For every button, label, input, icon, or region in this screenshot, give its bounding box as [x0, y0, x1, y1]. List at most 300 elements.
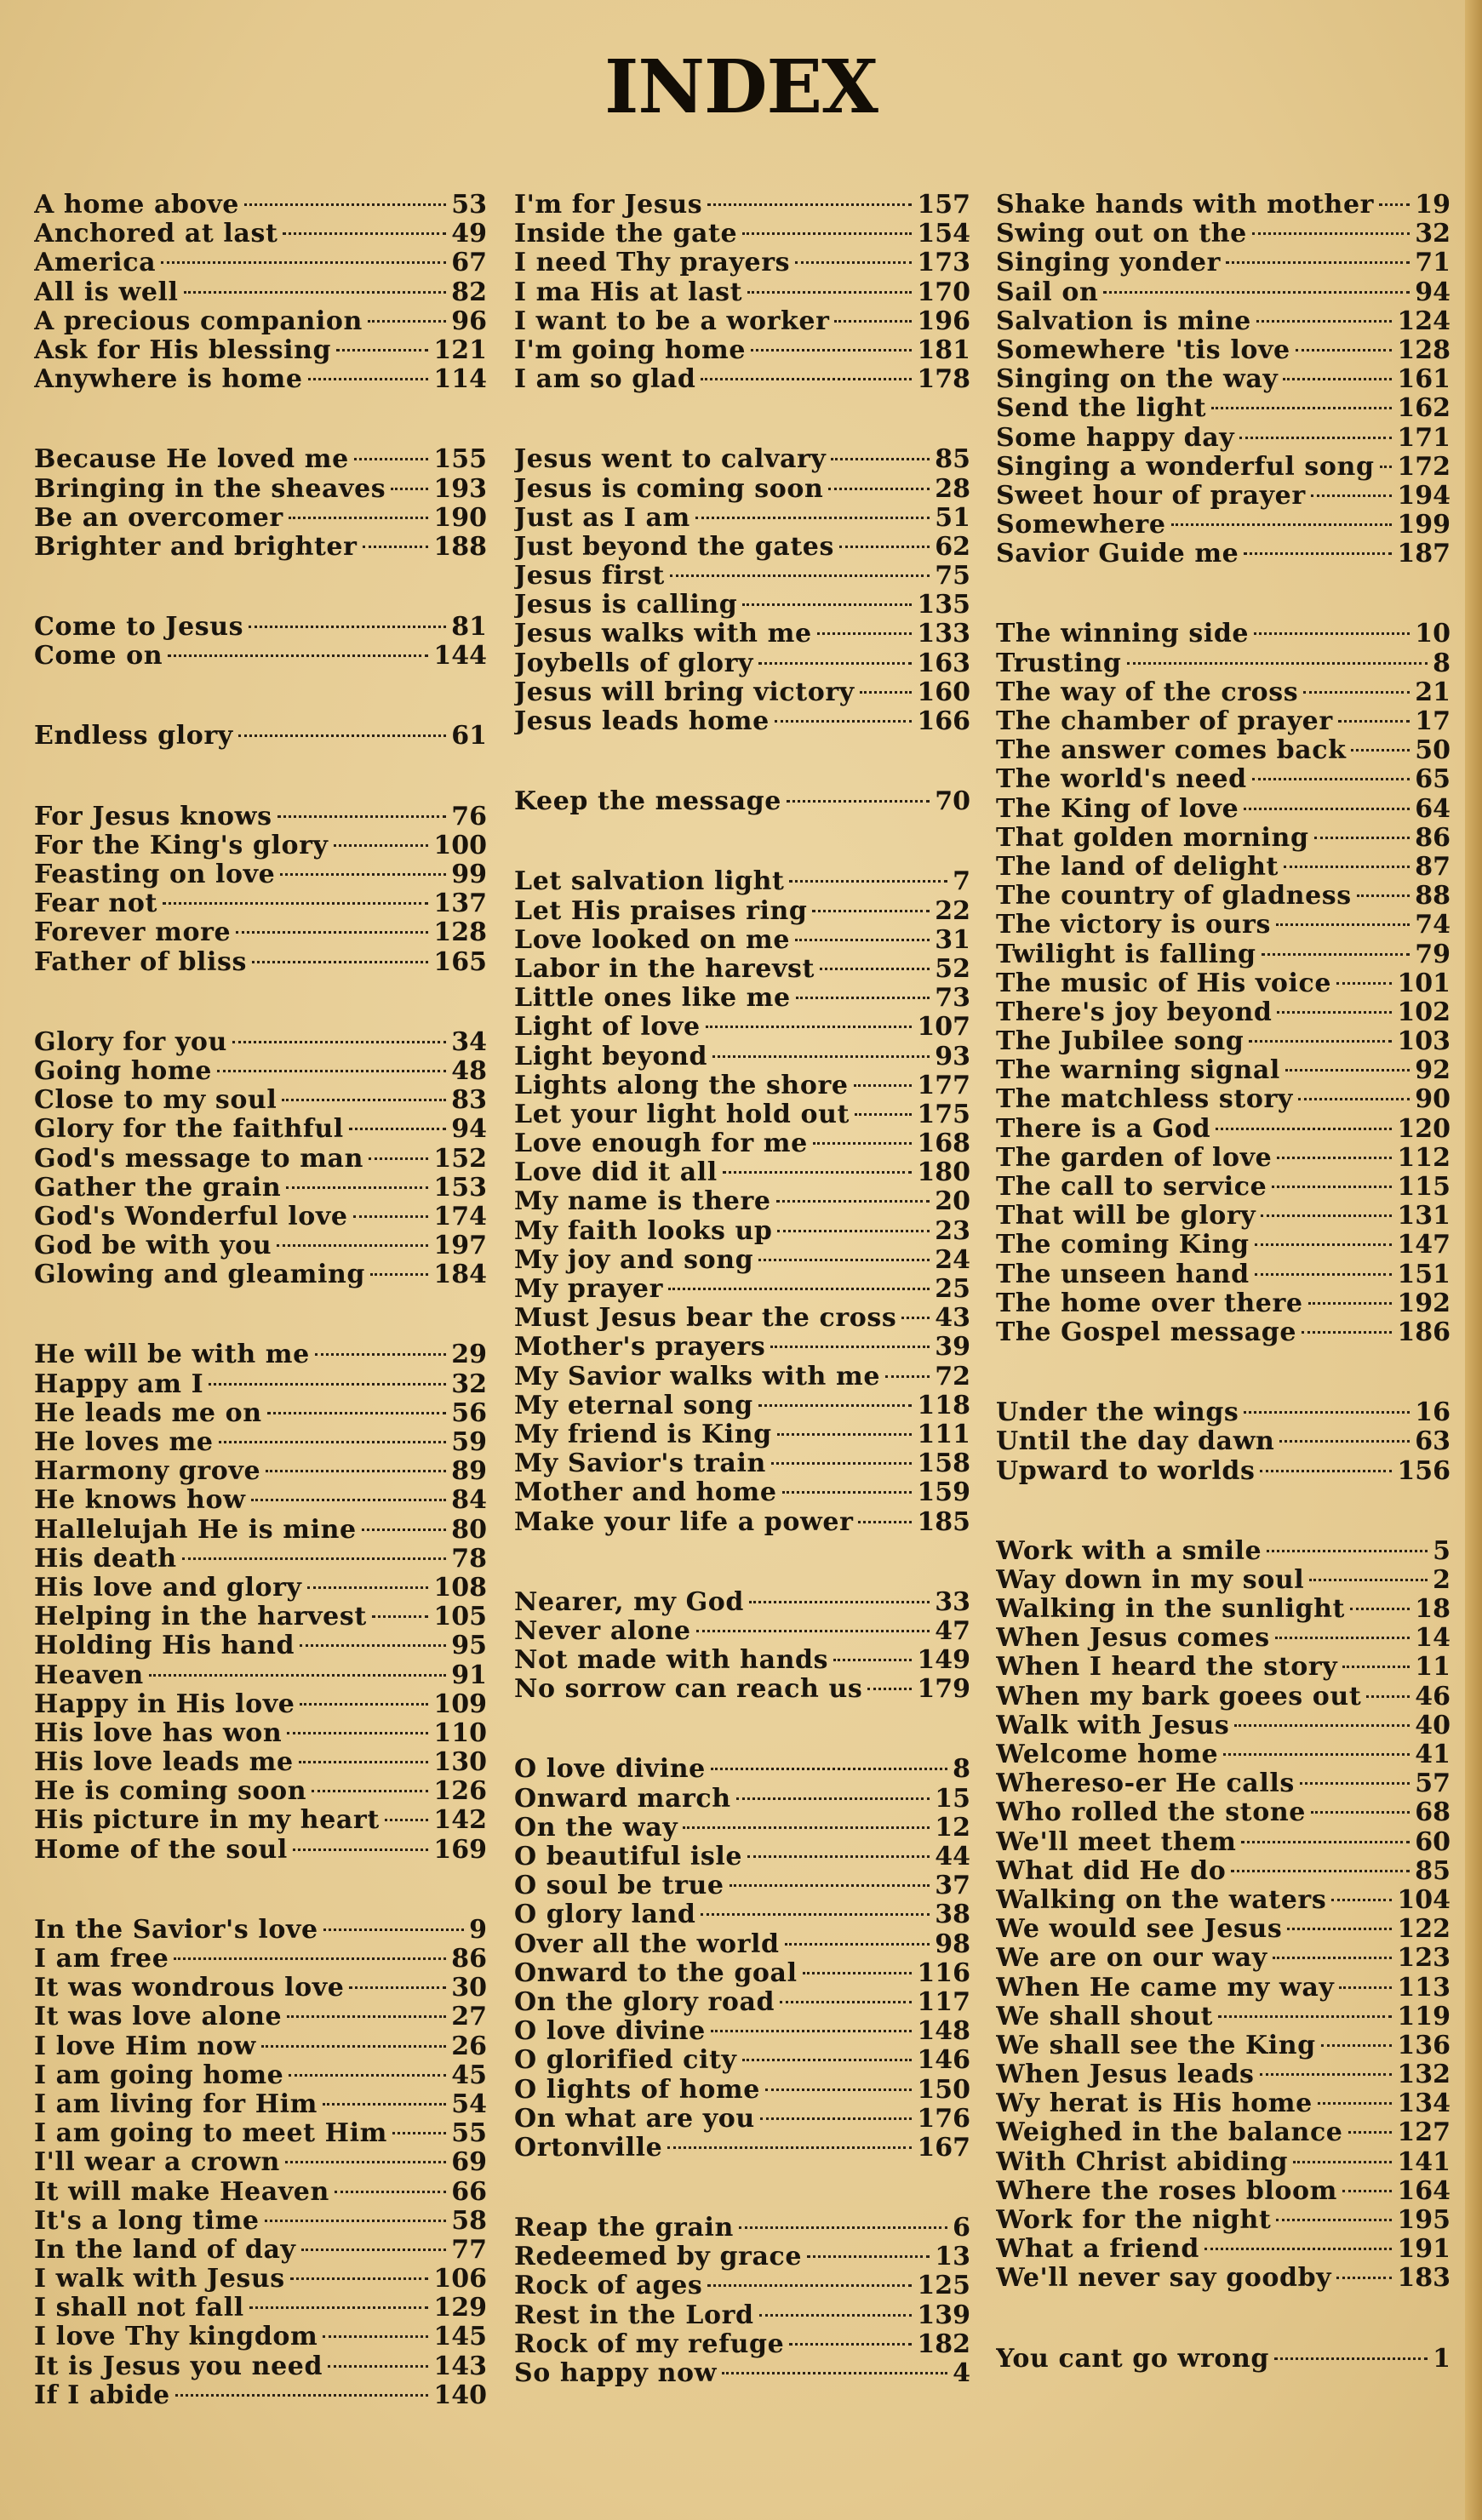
entry-page-number: 22: [935, 896, 970, 926]
dot-leader: [277, 1244, 428, 1247]
entry-title: The answer comes back: [996, 736, 1347, 766]
entry-page-number: 195: [1397, 2206, 1451, 2235]
entry-page-number: 24: [935, 1245, 970, 1275]
entry-title: No sorrow can reach us: [514, 1675, 863, 1705]
entry-page-number: 162: [1397, 394, 1451, 424]
dot-leader: [885, 1375, 930, 1378]
index-entry: [34, 1231, 487, 1260]
entry-title: Lights along the shore: [514, 1071, 849, 1100]
entry-title: His death: [34, 1544, 177, 1574]
index-entry: [34, 1516, 487, 1545]
entry-page-number: 98: [935, 1929, 970, 1959]
entry-title: On what are you: [514, 2104, 755, 2134]
entry-page-number: 79: [1415, 940, 1451, 969]
entry-page-number: 126: [433, 1777, 487, 1807]
entry-page-number: 129: [433, 2294, 487, 2323]
index-entry: [996, 220, 1451, 249]
entry-title: Love looked on me: [514, 925, 791, 955]
entry-title: Must Jesus bear the cross: [514, 1304, 897, 1334]
entry-page-number: 130: [433, 1748, 487, 1778]
entry-title: The Jubilee song: [996, 1027, 1245, 1057]
dot-leader: [1276, 923, 1410, 926]
dot-leader: [1274, 2357, 1428, 2360]
index-entry: [34, 1086, 487, 1115]
entry-title: I ma His at last: [514, 277, 743, 307]
dot-leader: [777, 1230, 930, 1232]
index-entry: [996, 2206, 1451, 2235]
entry-title: O beautiful isle: [514, 1843, 743, 1871]
entry-page-number: 158: [917, 1449, 970, 1479]
index-entry: [514, 1043, 970, 1071]
dot-leader: [385, 1819, 429, 1821]
index-entry: [996, 736, 1451, 765]
entry-page-number: 194: [1397, 481, 1451, 511]
index-entry: [996, 2264, 1451, 2293]
entry-title: God's Wonderful love: [34, 1202, 348, 1231]
index-entry: [34, 307, 487, 336]
index-entry: [996, 824, 1451, 853]
dot-leader: [860, 691, 913, 694]
entry-title: That golden morning: [996, 823, 1309, 853]
entry-page-number: 51: [935, 503, 970, 533]
index-entry: [996, 1289, 1451, 1318]
entry-title: Going home: [34, 1056, 212, 1086]
dot-leader: [712, 1055, 930, 1058]
index-entry: [514, 475, 970, 504]
entry-page-number: 119: [1397, 2002, 1451, 2031]
index-entry: [996, 940, 1451, 969]
entry-title: Glowing and gleaming: [34, 1260, 365, 1290]
dot-leader: [1226, 261, 1410, 264]
index-entry: [996, 1944, 1451, 1973]
entry-page-number: 30: [451, 1974, 487, 2003]
dot-leader: [758, 1259, 930, 1261]
entry-page-number: 32: [1415, 220, 1451, 249]
entry-page-number: 100: [433, 831, 487, 860]
dot-leader: [707, 203, 912, 206]
dot-leader: [1254, 632, 1410, 635]
index-entry: [514, 307, 970, 336]
index-entry: [996, 2089, 1451, 2118]
entry-title: The call to service: [996, 1173, 1267, 1202]
entry-page-number: 118: [917, 1391, 970, 1420]
entry-page-number: 43: [935, 1304, 970, 1334]
dot-leader: [1311, 494, 1393, 497]
index-entry: [514, 1013, 970, 1042]
entry-page-number: 105: [433, 1603, 487, 1632]
entry-title: Endless glory: [34, 722, 233, 751]
index-entry: [996, 482, 1451, 511]
entry-page-number: 9: [469, 1915, 487, 1945]
entry-title: He will be with me: [34, 1340, 310, 1370]
index-entry: [34, 1719, 487, 1748]
entry-title: I am so glad: [514, 365, 696, 395]
entry-title: He leads me on: [34, 1398, 262, 1428]
dot-leader: [236, 931, 428, 934]
dot-leader: [335, 2191, 446, 2193]
entry-title: The country of gladness: [996, 882, 1352, 911]
index-entry: [34, 1145, 487, 1174]
index-entry: [34, 613, 487, 642]
entry-title: Anywhere is home: [34, 365, 303, 395]
entry-page-number: 122: [1397, 1915, 1451, 1945]
entry-page-number: 25: [935, 1275, 970, 1304]
entry-page-number: 104: [1397, 1885, 1451, 1915]
index-entry: [514, 2243, 970, 2271]
dot-leader: [901, 1317, 930, 1319]
entry-title: His love has won: [34, 1718, 283, 1748]
entry-page-number: 86: [451, 1945, 487, 1974]
entry-title: O love divine: [514, 2017, 706, 2047]
entry-page-number: 142: [433, 1806, 487, 1836]
entry-title: The way of the cross: [996, 677, 1299, 707]
dot-leader: [265, 2220, 447, 2222]
dot-leader: [785, 1943, 930, 1946]
dot-leader: [1308, 1302, 1393, 1305]
entry-page-number: 159: [917, 1478, 970, 1508]
dot-leader: [775, 720, 913, 723]
index-entry: [996, 278, 1451, 307]
entry-page-number: 80: [451, 1515, 487, 1545]
index-entry: [34, 889, 487, 918]
entry-title: My joy and song: [514, 1245, 754, 1275]
index-entry: [514, 336, 970, 365]
entry-title: It was wondrous love: [34, 1974, 345, 2003]
entry-page-number: 85: [1415, 1856, 1451, 1886]
dot-leader: [747, 1855, 930, 1858]
index-entry: [514, 1158, 970, 1187]
entry-title: Rock of ages: [514, 2271, 703, 2301]
index-entry: [514, 1129, 970, 1158]
entry-title: The King of love: [996, 794, 1239, 824]
entry-page-number: 37: [935, 1871, 970, 1901]
index-entry: [514, 1391, 970, 1420]
index-entry: [514, 1646, 970, 1675]
dot-leader: [828, 488, 930, 490]
entry-title: Weighed in the balance: [996, 2118, 1343, 2148]
entry-title: Whereso-er He calls: [996, 1769, 1295, 1799]
index-entry: [34, 2178, 487, 2207]
entry-title: What a friend: [996, 2235, 1199, 2265]
entry-title: Forever more: [34, 918, 232, 948]
dot-leader: [1277, 1157, 1392, 1159]
index-entry: [996, 678, 1451, 707]
index-entry: [34, 1836, 487, 1865]
dot-leader: [813, 1142, 913, 1145]
index-entry: [34, 278, 487, 307]
entry-page-number: 49: [451, 220, 487, 249]
entry-title: O soul be true: [514, 1871, 724, 1901]
index-entry: [514, 707, 970, 736]
dot-leader: [1277, 1011, 1392, 1014]
index-entry: [996, 1857, 1451, 1886]
dot-leader: [1255, 1243, 1393, 1246]
dot-leader: [161, 261, 446, 264]
index-entry: [996, 453, 1451, 482]
entry-page-number: 106: [433, 2265, 487, 2294]
entry-page-number: 180: [917, 1158, 970, 1188]
dot-leader: [795, 261, 912, 264]
index-entry: [34, 2061, 487, 2090]
entry-page-number: 199: [1397, 511, 1451, 540]
entry-title: The land of delight: [996, 852, 1279, 882]
dot-leader: [670, 574, 930, 577]
entry-page-number: 72: [935, 1362, 970, 1391]
entry-title: Light of love: [514, 1013, 701, 1043]
index-entry: [34, 2003, 487, 2031]
dot-leader: [1275, 1637, 1410, 1639]
entry-page-number: 76: [451, 802, 487, 831]
dot-leader: [1379, 203, 1410, 206]
entry-page-number: 68: [1415, 1798, 1451, 1828]
group-spacer: [996, 569, 1451, 620]
dot-leader: [285, 2161, 446, 2163]
entry-title: Work for the night: [996, 2206, 1272, 2235]
dot-leader: [1321, 2044, 1393, 2047]
entry-title: Walking in the sunlight: [996, 1595, 1345, 1625]
entry-page-number: 66: [451, 2177, 487, 2207]
dot-leader: [368, 320, 446, 323]
index-entry: [514, 649, 970, 678]
index-entry: [34, 1631, 487, 1660]
index-entry: [34, 1057, 487, 1086]
entry-page-number: 95: [451, 1631, 487, 1661]
dot-leader: [1342, 1666, 1410, 1668]
dot-leader: [730, 1884, 930, 1887]
index-entry: [996, 1085, 1451, 1114]
index-entry: [34, 918, 487, 947]
dot-leader: [1309, 1579, 1428, 1581]
index-entry: [34, 365, 487, 394]
page-edge: [1465, 0, 1482, 2520]
entry-title: Onward to the goal: [514, 1958, 798, 1988]
entry-title: We'll meet them: [996, 1827, 1237, 1857]
dot-leader: [1244, 808, 1410, 810]
entry-title: His love leads me: [34, 1748, 294, 1778]
index-entry: [514, 1900, 970, 1929]
entry-page-number: 73: [935, 984, 970, 1014]
dot-leader: [289, 517, 429, 519]
entry-title: The chamber of prayer: [996, 707, 1333, 736]
entry-page-number: 135: [917, 591, 970, 620]
dot-leader: [1300, 1782, 1410, 1785]
dot-leader: [362, 1529, 447, 1531]
dot-leader: [742, 603, 912, 606]
index-entry: [996, 1398, 1451, 1427]
index-entry: [34, 2236, 487, 2265]
dot-leader: [1380, 466, 1393, 468]
dot-leader: [1331, 1899, 1392, 1901]
index-entry: [514, 2214, 970, 2243]
entry-title: When my bark goees out: [996, 1682, 1362, 1711]
index-entry: [996, 795, 1451, 824]
dot-leader: [278, 815, 447, 818]
dot-leader: [1336, 982, 1392, 985]
dot-leader: [209, 1383, 446, 1386]
dot-leader: [1260, 2073, 1393, 2076]
dot-leader: [759, 2314, 913, 2317]
entry-title: I am living for Him: [34, 2089, 318, 2119]
entry-page-number: 179: [917, 1675, 970, 1705]
entry-title: So happy now: [514, 2359, 718, 2388]
index-column-3: [996, 191, 1451, 2374]
index-entry: [34, 2032, 487, 2061]
entry-page-number: 165: [433, 947, 487, 977]
index-entry: [34, 1428, 487, 1457]
entry-page-number: 57: [1415, 1769, 1451, 1799]
entry-page-number: 19: [1415, 191, 1451, 220]
index-entry: [996, 2060, 1451, 2089]
entry-page-number: 192: [1397, 1289, 1451, 1318]
dot-leader: [742, 232, 912, 235]
dot-leader: [833, 1659, 912, 1661]
entry-title: A precious companion: [34, 306, 363, 336]
entry-page-number: 101: [1397, 969, 1451, 998]
dot-leader: [307, 1586, 429, 1589]
dot-leader: [1336, 2277, 1392, 2279]
entry-page-number: 13: [935, 2243, 970, 2272]
dot-leader: [749, 1601, 930, 1603]
entry-title: My friend is King: [514, 1420, 772, 1449]
entry-title: Welcome home: [996, 1740, 1219, 1769]
entry-page-number: 127: [1397, 2118, 1451, 2148]
dot-leader: [290, 2277, 429, 2280]
index-entry: [996, 1828, 1451, 1857]
entry-page-number: 110: [433, 1718, 487, 1748]
entry-title: The coming King: [996, 1231, 1250, 1260]
entry-page-number: 121: [433, 335, 487, 365]
entry-page-number: 152: [433, 1144, 487, 1174]
entry-page-number: 81: [451, 613, 487, 643]
index-entry: [34, 1457, 487, 1486]
entry-page-number: 90: [1415, 1085, 1451, 1115]
entry-page-number: 147: [1397, 1231, 1451, 1260]
entry-page-number: 172: [1397, 452, 1451, 482]
entry-page-number: 60: [1415, 1827, 1451, 1857]
entry-page-number: 140: [433, 2380, 487, 2410]
index-entry: [996, 998, 1451, 1027]
entry-page-number: 31: [935, 925, 970, 955]
entry-title: Jesus will bring victory: [514, 677, 855, 707]
dot-leader: [244, 203, 446, 206]
entry-page-number: 171: [1397, 423, 1451, 453]
dot-leader: [1303, 691, 1410, 694]
dot-leader: [854, 1084, 913, 1087]
index-entry: [996, 1115, 1451, 1144]
dot-leader: [238, 734, 446, 737]
dot-leader: [315, 1353, 446, 1356]
dot-leader: [770, 1346, 930, 1348]
index-entry: [514, 1843, 970, 1871]
index-entry: [34, 722, 487, 751]
index-entry: [514, 1449, 970, 1478]
entry-title: My faith looks up: [514, 1216, 773, 1246]
entry-page-number: 41: [1415, 1740, 1451, 1769]
entry-page-number: 154: [917, 220, 970, 249]
dot-leader: [789, 2343, 912, 2346]
entry-title: Brighter and brighter: [34, 532, 358, 562]
entry-title: There's joy beyond: [996, 997, 1273, 1027]
index-entry: [34, 191, 487, 220]
entry-title: He loves me: [34, 1428, 214, 1457]
index-entry: [34, 1370, 487, 1399]
entry-title: The victory is ours: [996, 911, 1271, 940]
entry-title: I'm going home: [514, 335, 747, 365]
entry-page-number: 188: [433, 532, 487, 562]
dot-leader: [711, 2030, 913, 2032]
entry-page-number: 148: [917, 2017, 970, 2047]
index-entry: [514, 955, 970, 984]
entry-title: It was love alone: [34, 2003, 283, 2032]
dot-leader: [354, 458, 429, 460]
index-entry: [34, 1748, 487, 1777]
entry-title: Reap the grain: [514, 2214, 734, 2243]
dot-leader: [707, 2284, 912, 2287]
dot-leader: [736, 1797, 930, 1800]
dot-leader: [1260, 1470, 1392, 1472]
entry-page-number: 1: [1433, 2344, 1451, 2374]
entry-title: Harmony grove: [34, 1457, 261, 1487]
dot-leader: [723, 1171, 913, 1174]
entry-title: God be with you: [34, 1231, 272, 1261]
index-entry: [514, 1959, 970, 1988]
entry-title: The unseen hand: [996, 1260, 1250, 1289]
index-entry: [514, 2046, 970, 2075]
entry-title: Close to my soul: [34, 1086, 278, 1116]
index-entry: [514, 1275, 970, 1304]
entry-page-number: 52: [935, 954, 970, 984]
entry-page-number: 173: [917, 249, 970, 278]
entry-title: Happy am I: [34, 1369, 204, 1399]
entry-title: God's message to man: [34, 1144, 363, 1174]
entry-page-number: 136: [1397, 2031, 1451, 2060]
dot-leader: [1252, 232, 1410, 235]
index-entry: [514, 504, 970, 533]
entry-title: Over all the world: [514, 1929, 780, 1959]
index-entry: [996, 336, 1451, 365]
entry-page-number: 20: [935, 1187, 970, 1217]
entry-page-number: 117: [917, 1987, 970, 2017]
entry-title: I'm for Jesus: [514, 191, 703, 220]
entry-title: Home of the soul: [34, 1835, 288, 1865]
dot-leader: [1284, 866, 1410, 868]
entry-page-number: 77: [451, 2235, 487, 2265]
index-entry: [514, 620, 970, 649]
entry-page-number: 177: [917, 1071, 970, 1100]
entry-title: For the King's glory: [34, 831, 329, 860]
index-entry: [514, 2076, 970, 2105]
entry-title: Wy herat is His home: [996, 2089, 1313, 2119]
entry-page-number: 50: [1415, 736, 1451, 766]
entry-title: His picture in my heart: [34, 1806, 380, 1836]
entry-page-number: 160: [917, 677, 970, 707]
entry-title: For Jesus knows: [34, 802, 272, 831]
entry-page-number: 102: [1397, 997, 1451, 1027]
entry-title: I walk with Jesus: [34, 2265, 285, 2294]
dot-leader: [249, 2306, 429, 2309]
dot-leader: [267, 1412, 447, 1414]
index-entry: [34, 1661, 487, 1690]
index-entry: [34, 2352, 487, 2381]
index-entry: [996, 2118, 1451, 2147]
index-entry: [996, 853, 1451, 882]
entry-page-number: 18: [1415, 1595, 1451, 1625]
dot-leader: [1351, 749, 1410, 751]
index-entry: [996, 2345, 1451, 2374]
index-entry: [34, 1399, 487, 1428]
entry-title: Love enough for me: [514, 1129, 808, 1159]
dot-leader: [219, 1441, 447, 1443]
